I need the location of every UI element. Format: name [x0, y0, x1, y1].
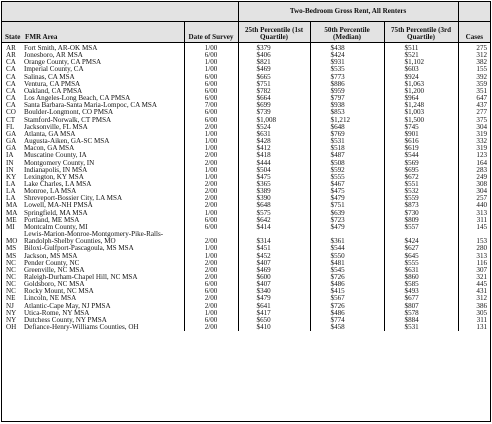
- cell-p25: $469: [238, 267, 310, 274]
- cell-p75: $631: [384, 267, 458, 274]
- table-body: [2, 43, 490, 332]
- col-header-area: FMR Area: [24, 22, 184, 43]
- cell-p25: $365: [238, 181, 310, 188]
- cell-p75: $555: [384, 260, 458, 267]
- cell-p75: $511: [384, 43, 458, 53]
- cell-date: 2/00: [184, 195, 238, 202]
- cell-date: 6/00: [184, 281, 238, 288]
- cell-state: IN: [2, 160, 24, 167]
- cell-area: Springfield, MA MSA: [24, 210, 184, 217]
- cell-p75: $901: [384, 131, 458, 138]
- cell-state: NC: [2, 274, 24, 281]
- cell-p50: $508: [310, 160, 384, 167]
- cell-p25: $475: [238, 174, 310, 181]
- cell-area: Goldsboro, NC MSA: [24, 281, 184, 288]
- cell-p75: $559: [384, 195, 458, 202]
- cell-cases: 131: [458, 324, 490, 331]
- cell-area: Shreveport-Bossier City, LA MSA: [24, 195, 184, 202]
- cell-cases: 312: [458, 52, 490, 59]
- cell-area: Raleigh-Durham-Chapel Hill, NC MSA: [24, 274, 184, 281]
- cell-area: Lake Charles, LA MSA: [24, 181, 184, 188]
- cell-state: LA: [2, 188, 24, 195]
- cell-p50: $458: [310, 324, 384, 331]
- cell-p75: $585: [384, 281, 458, 288]
- cell-area: Lexington, KY MSA: [24, 174, 184, 181]
- cell-cases: 283: [458, 167, 490, 174]
- cell-area: Macon, GA MSA: [24, 145, 184, 152]
- cell-area: Jonesboro, AR MSA: [24, 52, 184, 59]
- cell-p50: $361: [310, 231, 384, 245]
- cell-p75: $860: [384, 274, 458, 281]
- cell-p75: $521: [384, 52, 458, 59]
- cell-date: 1/00: [184, 145, 238, 152]
- cell-date: 6/00: [184, 95, 238, 102]
- cell-area: Rocky Mount, NC MSA: [24, 288, 184, 295]
- cell-p75: $745: [384, 124, 458, 131]
- cell-date: 6/00: [184, 88, 238, 95]
- cell-p25: $469: [238, 66, 310, 73]
- cell-p75: $493: [384, 288, 458, 295]
- cell-p50: $531: [310, 138, 384, 145]
- cell-area: Atlanta, GA MSA: [24, 131, 184, 138]
- cell-p50: $545: [310, 267, 384, 274]
- cell-date: 6/00: [184, 317, 238, 324]
- header-blank: [2, 2, 238, 22]
- cell-state: MI: [2, 224, 24, 231]
- col-header-cases: Cases: [458, 22, 490, 43]
- cell-p75: $569: [384, 160, 458, 167]
- cell-p50: $773: [310, 74, 384, 81]
- cell-cases: 280: [458, 245, 490, 252]
- cell-area: Stamford-Norwalk, CT PMSA: [24, 117, 184, 124]
- cell-p75: $672: [384, 174, 458, 181]
- cell-date: 1/00: [184, 138, 238, 145]
- cell-date: 2/00: [184, 274, 238, 281]
- cell-p25: $524: [238, 124, 310, 131]
- cell-p25: $648: [238, 202, 310, 209]
- cell-p25: $641: [238, 303, 310, 310]
- cell-p50: $467: [310, 181, 384, 188]
- cell-p25: $821: [238, 59, 310, 66]
- col-header-date: Date of Survey: [184, 22, 238, 43]
- cell-cases: 445: [458, 281, 490, 288]
- cell-p25: $782: [238, 88, 310, 95]
- cell-area: Boulder-Longmont, CO PMSA: [24, 109, 184, 116]
- cell-cases: 277: [458, 109, 490, 116]
- cell-area: Imperial County, CA: [24, 66, 184, 73]
- cell-p25: $412: [238, 145, 310, 152]
- cell-p75: $1,102: [384, 59, 458, 66]
- cell-state: CA: [2, 81, 24, 88]
- cell-cases: 437: [458, 102, 490, 109]
- cell-date: 2/00: [184, 188, 238, 195]
- cell-date: 2/00: [184, 231, 238, 245]
- group-header: Two-Bedroom Gross Rent, All Renters: [238, 2, 458, 22]
- cell-p75: $873: [384, 202, 458, 209]
- cell-state: MO: [2, 231, 24, 245]
- cell-cases: 313: [458, 210, 490, 217]
- cell-cases: 305: [458, 310, 490, 317]
- cell-p25: $504: [238, 167, 310, 174]
- cell-state: GA: [2, 138, 24, 145]
- cell-date: 6/00: [184, 217, 238, 224]
- cell-p25: $631: [238, 131, 310, 138]
- cell-area: Lewis-Marion-Monroe-Montgomery-Pike-Ralls-Randolph-Shelby Counties, MO: [24, 231, 184, 245]
- cell-date: 2/00: [184, 267, 238, 274]
- cell-state: GA: [2, 145, 24, 152]
- cell-state: CA: [2, 102, 24, 109]
- cell-state: KY: [2, 174, 24, 181]
- cell-date: 6/00: [184, 81, 238, 88]
- cell-p25: $739: [238, 109, 310, 116]
- cell-p75: $619: [384, 145, 458, 152]
- cell-cases: 116: [458, 260, 490, 267]
- cell-cases: 351: [458, 88, 490, 95]
- cell-p50: $639: [310, 210, 384, 217]
- cell-p50: $931: [310, 59, 384, 66]
- cell-p75: $424: [384, 231, 458, 245]
- cell-p75: $1,500: [384, 117, 458, 124]
- cell-area: Lowell, MA-NH PMSA: [24, 202, 184, 209]
- cell-p50: $938: [310, 102, 384, 109]
- cell-p50: $853: [310, 109, 384, 116]
- cell-area: Fort Smith, AR-OK MSA: [24, 43, 184, 53]
- cell-p25: $406: [238, 52, 310, 59]
- cell-cases: 386: [458, 303, 490, 310]
- cell-p75: $645: [384, 253, 458, 260]
- cell-date: 6/00: [184, 224, 238, 231]
- cell-cases: 145: [458, 224, 490, 231]
- cell-area: Defiance-Henry-Williams Counties, OH: [24, 324, 184, 331]
- cell-date: 2/00: [184, 202, 238, 209]
- cell-state: MS: [2, 245, 24, 252]
- cell-cases: 304: [458, 124, 490, 131]
- cell-date: 6/00: [184, 117, 238, 124]
- cell-date: 6/00: [184, 288, 238, 295]
- cell-cases: 304: [458, 188, 490, 195]
- cell-state: LA: [2, 181, 24, 188]
- cell-date: 1/00: [184, 43, 238, 53]
- cell-cases: 249: [458, 174, 490, 181]
- cell-state: NE: [2, 295, 24, 302]
- cell-p50: $486: [310, 281, 384, 288]
- cell-p25: $410: [238, 324, 310, 331]
- cell-cases: 319: [458, 131, 490, 138]
- cell-date: 6/00: [184, 74, 238, 81]
- cell-area: Orange County, CA PMSA: [24, 59, 184, 66]
- col-header-p50: 50th Percentile (Median): [310, 22, 384, 43]
- cell-p75: $627: [384, 245, 458, 252]
- cell-p50: $518: [310, 145, 384, 152]
- cell-date: 2/00: [184, 260, 238, 267]
- cell-p25: $407: [238, 260, 310, 267]
- cell-date: 1/00: [184, 310, 238, 317]
- cell-p50: $475: [310, 188, 384, 195]
- cell-area: Greenville, NC MSA: [24, 267, 184, 274]
- cell-cases: 307: [458, 267, 490, 274]
- cell-p75: $677: [384, 295, 458, 302]
- cell-state: MA: [2, 202, 24, 209]
- cell-p50: $535: [310, 66, 384, 73]
- table-row: [2, 231, 490, 245]
- cell-date: 2/00: [184, 181, 238, 188]
- cell-p50: $886: [310, 81, 384, 88]
- cell-p25: $642: [238, 217, 310, 224]
- cell-cases: 319: [458, 145, 490, 152]
- cell-p25: $414: [238, 224, 310, 231]
- cell-cases: 311: [458, 217, 490, 224]
- cell-state: CA: [2, 74, 24, 81]
- cell-p75: $551: [384, 181, 458, 188]
- cell-date: 2/00: [184, 324, 238, 331]
- cell-p50: $479: [310, 195, 384, 202]
- cell-date: 2/00: [184, 124, 238, 131]
- cell-state: MA: [2, 210, 24, 217]
- header-blank-cases: [458, 2, 490, 22]
- cell-cases: 311: [458, 317, 490, 324]
- cell-area: Biloxi-Gulfport-Pascagoula, MS MSA: [24, 245, 184, 252]
- cell-state: NC: [2, 260, 24, 267]
- cell-date: 7/00: [184, 102, 238, 109]
- cell-p75: $1,063: [384, 81, 458, 88]
- cell-cases: 382: [458, 59, 490, 66]
- cell-area: Montcalm County, MI: [24, 224, 184, 231]
- cell-area: Muscatine County, IA: [24, 152, 184, 159]
- cell-area: Pender County, NC: [24, 260, 184, 267]
- cell-p50: $544: [310, 245, 384, 252]
- cell-p75: $1,248: [384, 102, 458, 109]
- cell-area: Ventura, CA PMSA: [24, 81, 184, 88]
- cell-area: Jackson, MS MSA: [24, 253, 184, 260]
- cell-state: CA: [2, 66, 24, 73]
- cell-state: CA: [2, 88, 24, 95]
- cell-p50: $486: [310, 310, 384, 317]
- cell-p25: $428: [238, 138, 310, 145]
- cell-date: 6/00: [184, 109, 238, 116]
- cell-p75: $544: [384, 152, 458, 159]
- cell-state: NC: [2, 281, 24, 288]
- cell-date: 2/00: [184, 303, 238, 310]
- cell-p25: $340: [238, 288, 310, 295]
- cell-date: 2/00: [184, 295, 238, 302]
- cell-p50: $550: [310, 253, 384, 260]
- cell-state: AR: [2, 43, 24, 53]
- cell-date: 1/00: [184, 253, 238, 260]
- cell-p75: $557: [384, 224, 458, 231]
- cell-date: 1/00: [184, 131, 238, 138]
- cell-cases: 312: [458, 295, 490, 302]
- cell-p50: $751: [310, 202, 384, 209]
- cell-state: AR: [2, 52, 24, 59]
- cell-area: Augusta-Aiken, GA-SC MSA: [24, 138, 184, 145]
- cell-state: NJ: [2, 303, 24, 310]
- cell-p75: $809: [384, 217, 458, 224]
- cell-date: 1/00: [184, 174, 238, 181]
- cell-state: CA: [2, 95, 24, 102]
- cell-p50: $726: [310, 303, 384, 310]
- cell-cases: 647: [458, 95, 490, 102]
- cell-p50: $1,212: [310, 117, 384, 124]
- cell-area: Monroe, LA MSA: [24, 188, 184, 195]
- cell-p50: $481: [310, 260, 384, 267]
- rent-table-page: [1, 1, 491, 422]
- cell-p75: $603: [384, 66, 458, 73]
- cell-p25: $1,008: [238, 117, 310, 124]
- cell-state: MS: [2, 253, 24, 260]
- cell-cases: 392: [458, 74, 490, 81]
- cell-p25: $389: [238, 188, 310, 195]
- cell-state: CA: [2, 59, 24, 66]
- cell-date: 2/00: [184, 160, 238, 167]
- cell-area: Montgomery County, IN: [24, 160, 184, 167]
- cell-state: ME: [2, 217, 24, 224]
- cell-date: 2/00: [184, 152, 238, 159]
- cell-state: CO: [2, 109, 24, 116]
- cell-state: NC: [2, 267, 24, 274]
- cell-state: FL: [2, 124, 24, 131]
- cell-p25: $444: [238, 160, 310, 167]
- cell-state: IN: [2, 167, 24, 174]
- cell-cases: 123: [458, 152, 490, 159]
- cell-p50: $479: [310, 224, 384, 231]
- cell-p25: $479: [238, 295, 310, 302]
- cell-p50: $774: [310, 317, 384, 324]
- cell-date: 1/00: [184, 66, 238, 73]
- cell-area: Atlantic-Cape May, NJ PMSA: [24, 303, 184, 310]
- cell-area: Lincoln, NE MSA: [24, 295, 184, 302]
- cell-area: Indianapolis, IN MSA: [24, 167, 184, 174]
- cell-p50: $424: [310, 52, 384, 59]
- cell-cases: 375: [458, 117, 490, 124]
- cell-state: NY: [2, 317, 24, 324]
- cell-p75: $1,003: [384, 109, 458, 116]
- cell-p50: $648: [310, 124, 384, 131]
- cell-state: NC: [2, 288, 24, 295]
- cell-p75: $578: [384, 310, 458, 317]
- cell-p75: $807: [384, 303, 458, 310]
- cell-cases: 431: [458, 288, 490, 295]
- cell-p25: $379: [238, 43, 310, 53]
- cell-p75: $616: [384, 138, 458, 145]
- cell-p50: $726: [310, 274, 384, 281]
- cell-p50: $769: [310, 131, 384, 138]
- cell-cases: 321: [458, 274, 490, 281]
- table-row: [2, 324, 490, 331]
- cell-p25: $314: [238, 231, 310, 245]
- cell-p25: $418: [238, 152, 310, 159]
- cell-p25: $751: [238, 81, 310, 88]
- cell-cases: 308: [458, 181, 490, 188]
- cell-cases: 275: [458, 43, 490, 53]
- cell-p25: $452: [238, 253, 310, 260]
- cell-cases: 164: [458, 160, 490, 167]
- cell-p50: $959: [310, 88, 384, 95]
- cell-p75: $532: [384, 188, 458, 195]
- cell-state: GA: [2, 131, 24, 138]
- cell-p50: $567: [310, 295, 384, 302]
- cell-cases: 313: [458, 253, 490, 260]
- cell-area: Dutchess County, NY PMSA: [24, 317, 184, 324]
- cell-cases: 155: [458, 66, 490, 73]
- cell-p75: $695: [384, 167, 458, 174]
- cell-state: NY: [2, 310, 24, 317]
- cell-state: CT: [2, 117, 24, 124]
- cell-cases: 332: [458, 138, 490, 145]
- cell-p25: $650: [238, 317, 310, 324]
- cell-state: IA: [2, 152, 24, 159]
- cell-p25: $417: [238, 310, 310, 317]
- col-header-p25: 25th Percentile (1st Quartile): [238, 22, 310, 43]
- cell-p25: $407: [238, 281, 310, 288]
- cell-date: 6/00: [184, 52, 238, 59]
- cell-area: Jacksonville, FL MSA: [24, 124, 184, 131]
- col-header-p75: 75th Percentile (3rd Quartile): [384, 22, 458, 43]
- cell-p50: $487: [310, 152, 384, 159]
- cell-cases: 359: [458, 81, 490, 88]
- col-header-state: State: [2, 22, 24, 43]
- cell-date: 1/00: [184, 210, 238, 217]
- cell-p25: $451: [238, 245, 310, 252]
- cell-p75: $1,200: [384, 88, 458, 95]
- cell-p50: $592: [310, 167, 384, 174]
- cell-p75: $884: [384, 317, 458, 324]
- cell-p75: $531: [384, 324, 458, 331]
- cell-p25: $665: [238, 74, 310, 81]
- cell-state: LA: [2, 195, 24, 202]
- rent-table: [2, 2, 490, 331]
- cell-p75: $964: [384, 95, 458, 102]
- cell-p25: $664: [238, 95, 310, 102]
- cell-p50: $415: [310, 288, 384, 295]
- cell-date: 1/00: [184, 59, 238, 66]
- cell-p25: $600: [238, 274, 310, 281]
- cell-cases: 153: [458, 231, 490, 245]
- cell-cases: 440: [458, 202, 490, 209]
- cell-p50: $723: [310, 217, 384, 224]
- cell-area: Santa Barbara-Santa Maria-Lompoc, CA MSA: [24, 102, 184, 109]
- cell-p50: $797: [310, 95, 384, 102]
- cell-area: Utica-Rome, NY MSA: [24, 310, 184, 317]
- cell-p75: $730: [384, 210, 458, 217]
- cell-p75: $924: [384, 74, 458, 81]
- cell-date: 1/00: [184, 245, 238, 252]
- cell-date: 1/00: [184, 167, 238, 174]
- cell-p25: $390: [238, 195, 310, 202]
- cell-p25: $575: [238, 210, 310, 217]
- cell-p50: $555: [310, 174, 384, 181]
- cell-area: Los Angeles-Long Beach, CA PMSA: [24, 95, 184, 102]
- cell-p25: $699: [238, 102, 310, 109]
- cell-area: Portland, ME MSA: [24, 217, 184, 224]
- cell-p50: $438: [310, 43, 384, 53]
- cell-state: OH: [2, 324, 24, 331]
- cell-cases: 257: [458, 195, 490, 202]
- cell-area: Oakland, CA PMSA: [24, 88, 184, 95]
- cell-area: Salinas, CA MSA: [24, 74, 184, 81]
